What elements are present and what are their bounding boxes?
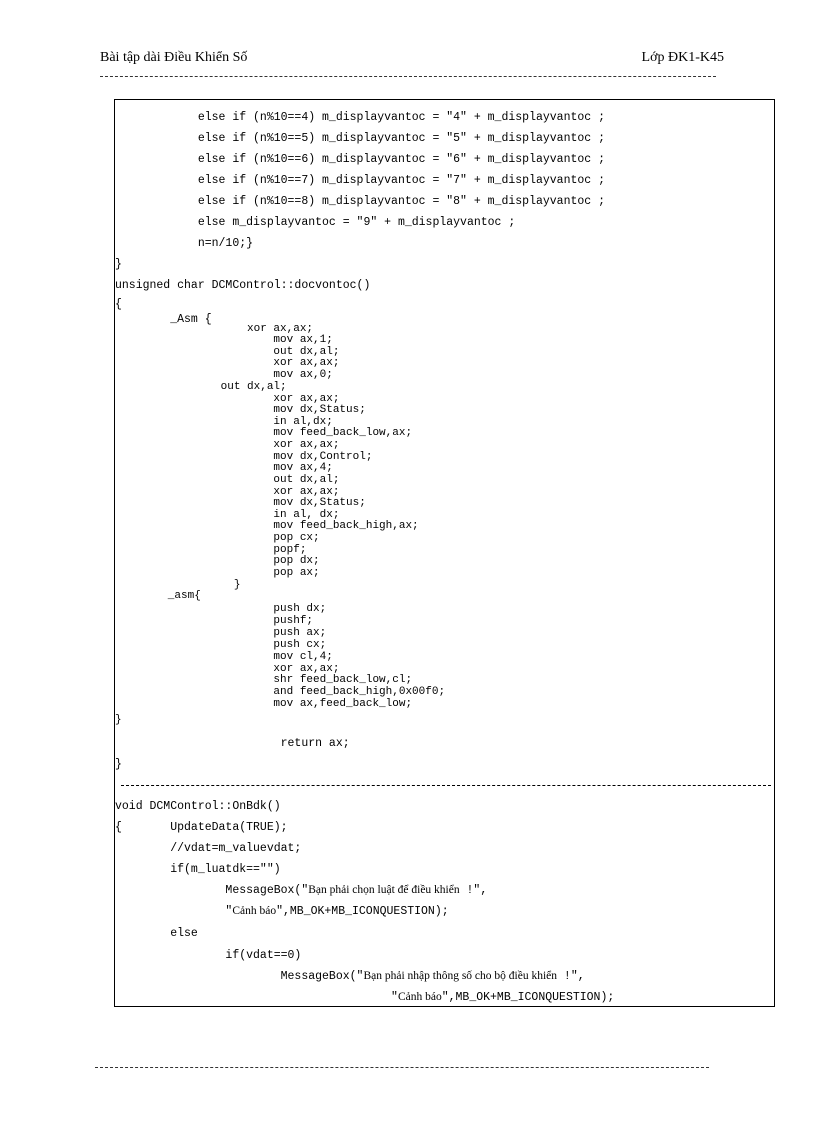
code-line: [115, 885, 487, 897]
code-line: push ax;: [115, 627, 327, 639]
code-line: push cx;: [115, 639, 327, 651]
code-line: [115, 992, 614, 1004]
code-line: [115, 971, 585, 983]
code-line: push dx;: [115, 603, 327, 615]
code-text: !",: [459, 884, 488, 897]
code-line: else if (n%10==5) m_displayvantoc = "5" + m_displayvantoc ;: [115, 132, 605, 145]
code-line: mov ax,feed_back_low;: [115, 698, 413, 710]
code-line: xor ax,ax;: [115, 393, 340, 405]
code-line: out dx,al;: [115, 474, 340, 486]
code-line: else m_displayvantoc = "9" + m_displayvantoc ;: [115, 216, 516, 229]
code-line: if(m_luatdk==""): [115, 863, 281, 876]
code-line: }: [115, 714, 122, 726]
code-line: out dx,al;: [115, 346, 340, 358]
code-line: n=n/10;}: [115, 237, 254, 250]
code-line: xor ax,ax;: [115, 439, 340, 451]
header-divider: [100, 76, 716, 77]
code-line: mov ax,4;: [115, 462, 333, 474]
code-line: else: [115, 927, 198, 940]
code-line: mov feed_back_high,ax;: [115, 520, 419, 532]
code-text: !",: [557, 970, 585, 983]
code-line: mov ax,1;: [115, 334, 333, 346]
code-line: return ax;: [115, 737, 350, 750]
code-line: {: [115, 298, 122, 311]
code-line: if(vdat==0): [115, 949, 302, 962]
code-line: pop ax;: [115, 567, 320, 579]
vietnamese-text: Cảnh báo: [397, 991, 442, 1003]
code-line: _asm{: [115, 590, 201, 602]
code-line: xor ax,ax;: [115, 486, 340, 498]
code-line: mov ax,0;: [115, 369, 333, 381]
vietnamese-text: Bạn phải nhập thông số cho bộ điều khiển: [363, 970, 558, 982]
code-line: else if (n%10==6) m_displayvantoc = "6" + m_displayvantoc ;: [115, 153, 605, 166]
code-line: _Asm {: [115, 313, 212, 326]
code-separator: [121, 785, 771, 786]
code-line: }: [115, 579, 241, 591]
vietnamese-text: Bạn phải chọn luật để điều khiển: [308, 884, 460, 896]
code-line: //vdat=m_valuevdat;: [115, 842, 302, 855]
code-line: mov cl,4;: [115, 651, 333, 663]
code-line: and feed_back_high,0x00f0;: [115, 686, 446, 698]
header-class: Lớp ĐK1-K45: [641, 50, 724, 65]
code-line: else if (n%10==7) m_displayvantoc = "7" + m_displayvantoc ;: [115, 174, 605, 187]
code-text: ",MB_OK+MB_ICONQUESTION);: [441, 991, 615, 1004]
footer-divider: [95, 1067, 709, 1068]
vietnamese-text: Cảnh báo: [232, 905, 277, 917]
code-line: { UpdateData(TRUE);: [115, 821, 288, 834]
code-line: xor ax,ax;: [115, 663, 340, 675]
code-listing: [114, 99, 775, 1007]
code-line: mov feed_back_low,ax;: [115, 427, 413, 439]
code-text: MessageBox(": [115, 884, 309, 897]
code-line: mov dx,Control;: [115, 451, 373, 463]
code-line: shr feed_back_low,cl;: [115, 674, 413, 686]
code-line: pop cx;: [115, 532, 320, 544]
code-line: }: [115, 758, 122, 771]
header-title: Bài tập dài Điều Khiển Số: [100, 50, 248, 65]
code-line: in al, dx;: [115, 509, 340, 521]
code-text: MessageBox(": [115, 970, 364, 983]
code-line: mov dx,Status;: [115, 404, 366, 416]
code-text: ",MB_OK+MB_ICONQUESTION);: [276, 905, 449, 918]
code-text: ": [115, 991, 398, 1004]
code-line: else if (n%10==4) m_displayvantoc = "4" + m_displayvantoc ;: [115, 111, 605, 124]
code-line: mov dx,Status;: [115, 497, 366, 509]
code-line: xor ax,ax;: [115, 357, 340, 369]
code-line: [115, 906, 449, 918]
code-line: else if (n%10==8) m_displayvantoc = "8" + m_displayvantoc ;: [115, 195, 605, 208]
code-line: pop dx;: [115, 555, 320, 567]
code-line: out dx,al;: [115, 381, 287, 393]
code-line: popf;: [115, 544, 307, 556]
code-line: unsigned char DCMControl::docvontoc(): [115, 279, 371, 292]
code-line: }: [115, 258, 122, 271]
code-line: void DCMControl::OnBdk(): [115, 800, 281, 813]
code-line: xor ax,ax;: [115, 323, 314, 335]
code-line: pushf;: [115, 615, 314, 627]
code-text: ": [115, 905, 233, 918]
code-line: in al,dx;: [115, 416, 333, 428]
